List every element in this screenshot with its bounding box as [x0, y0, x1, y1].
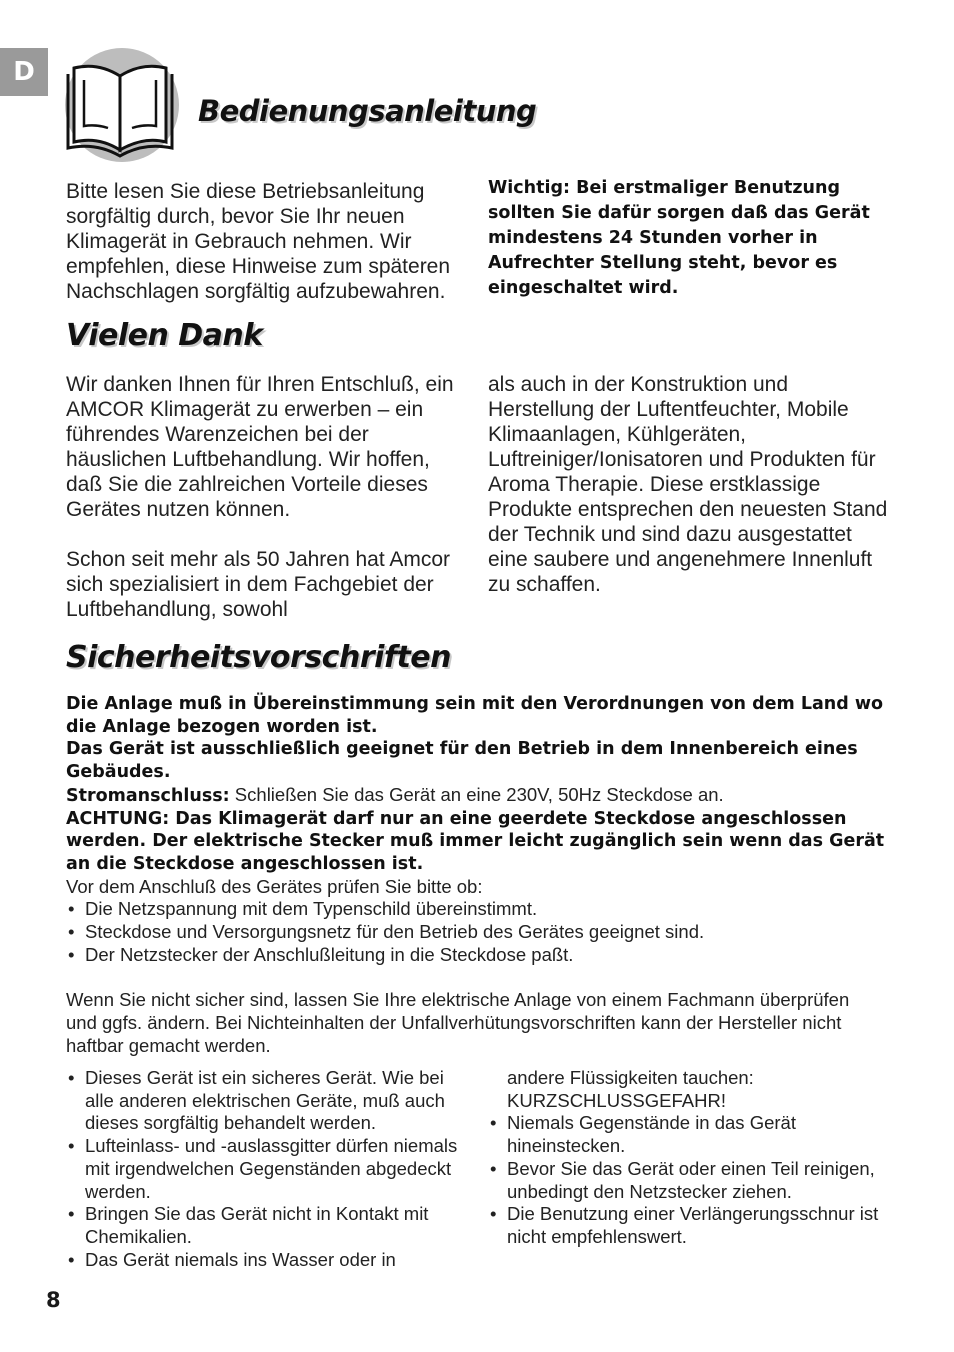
thanks-heading: Vielen Dank: [66, 318, 263, 353]
power-connection: [66, 784, 886, 808]
list-item: • Lufteinlass- und -auslassgitter dürfen niemals mit irgendwelchen Gegenständen abgedeckt werden.: [66, 1135, 458, 1203]
check-list: [66, 898, 886, 966]
open-book-icon: [60, 46, 184, 164]
thanks-paragraph-1: Wir danken Ihnen für Ihren Entschluß, ein AMCOR Klimagerät zu erwerben – ein führendes Warenzeichen bei der häuslichen Luftbehandlung. Wir hoffen, daß Sie die zahlreichen Vorteile dieses Gerätes nutzen können.: [66, 373, 454, 521]
important-note: Wichtig: Bei erstmaliger Benutzung sollten Sie dafür sorgen daß das Gerät mindestens 24 Stunden vorher in Aufrechter Stellung steht, bevor es eingeschaltet wird.: [488, 178, 870, 298]
page-number: 8: [46, 1288, 61, 1312]
safety-list-left: [66, 1067, 458, 1271]
list-item: • Dieses Gerät ist ein sicheres Gerät. Wie bei alle anderen elektrischen Geräte, muß auch dieses sorgfältig behandelt werden.: [66, 1067, 458, 1135]
safety-indoor-use: Das Gerät ist ausschließlich geeignet für den Betrieb in dem Innenbereich eines Gebäudes.: [66, 739, 858, 783]
list-item: • Steckdose und Versorgungsnetz für den Betrieb des Gerätes geeignet sind.: [66, 921, 886, 944]
power-label: Stromanschluss:: [66, 785, 230, 806]
safety-section: [66, 693, 886, 1057]
list-item: • Bevor Sie das Gerät oder einen Teil reinigen, unbedingt den Netzstecker ziehen.: [488, 1158, 880, 1203]
list-item: • Die Netzspannung mit dem Typenschild übereinstimmt.: [66, 898, 886, 921]
safety-list-right-wrap: [488, 1067, 880, 1249]
list-continuation: andere Flüssigkeiten tauchen: KURZSCHLUSSGEFAHR!: [507, 1067, 754, 1111]
intro-text: Bitte lesen Sie diese Betriebsanleitung sorgfältig durch, bevor Sie Ihr neuen Klimagerät in Gebrauch nehmen. Wir empfehlen, diese Hinweise zum späteren Nachschlagen sorgfältig aufzubewahren.: [66, 180, 451, 303]
warning-text: ACHTUNG: Das Klimagerät darf nur an eine geerdete Steckdose angeschlossen werden. Der elektrische Stecker muß immer leicht zugänglich sein wenn das Gerät an die Steckdose angeschlossen ist.: [66, 808, 885, 874]
safety-list-right: [488, 1112, 880, 1248]
list-item: • Das Gerät niemals ins Wasser oder in: [66, 1249, 458, 1272]
thanks-paragraph-2: Schon seit mehr als 50 Jahren hat Amcor sich spezialisiert in dem Fachgebiet der Luftbehandlung, sowohl: [66, 548, 451, 621]
language-tab: D: [0, 48, 48, 96]
check-intro: Vor dem Anschluß des Gerätes prüfen Sie bitte ob:: [66, 875, 483, 897]
safety-regulation: Die Anlage muß in Übereinstimmung sein mit den Verordnungen von dem Land wo die Anlage bezogen worden ist.: [66, 694, 884, 737]
list-item: • Der Netzstecker der Anschlußleitung in die Steckdose paßt.: [66, 944, 886, 967]
liability-note: Wenn Sie nicht sicher sind, lassen Sie Ihre elektrische Anlage von einem Fachmann überprüfen und ggfs. ändern. Bei Nichteinhalten der Unfallverhütungsvorschriften kann der Hersteller nicht haftbar gemacht werden.: [66, 989, 850, 1056]
list-item: • Niemals Gegenstände in das Gerät hineinstecken.: [488, 1112, 880, 1157]
thanks-paragraph-3: als auch in der Konstruktion und Herstellung der Luftentfeuchter, Mobile Klimaanlagen, Kühlgeräten, Luftreiniger/Ionisatoren und Produkten für Aroma Therapie. Diese erstklassige Produkte entsprechen den neuesten Stand der Technik und sind dazu ausgestattet eine saubere und angenehmere Innenluft zu schaffen.: [488, 373, 888, 596]
list-item: • Bringen Sie das Gerät nicht in Kontakt mit Chemikalien.: [66, 1203, 458, 1248]
page-title: Bedienungsanleitung: [198, 94, 537, 128]
safety-heading: Sicherheitsvorschriften: [66, 640, 451, 675]
power-text: Schließen Sie das Gerät an eine 230V, 50Hz Steckdose an.: [229, 783, 724, 805]
list-item: • Die Benutzung einer Verlängerungsschnur ist nicht empfehlenswert.: [488, 1203, 880, 1248]
